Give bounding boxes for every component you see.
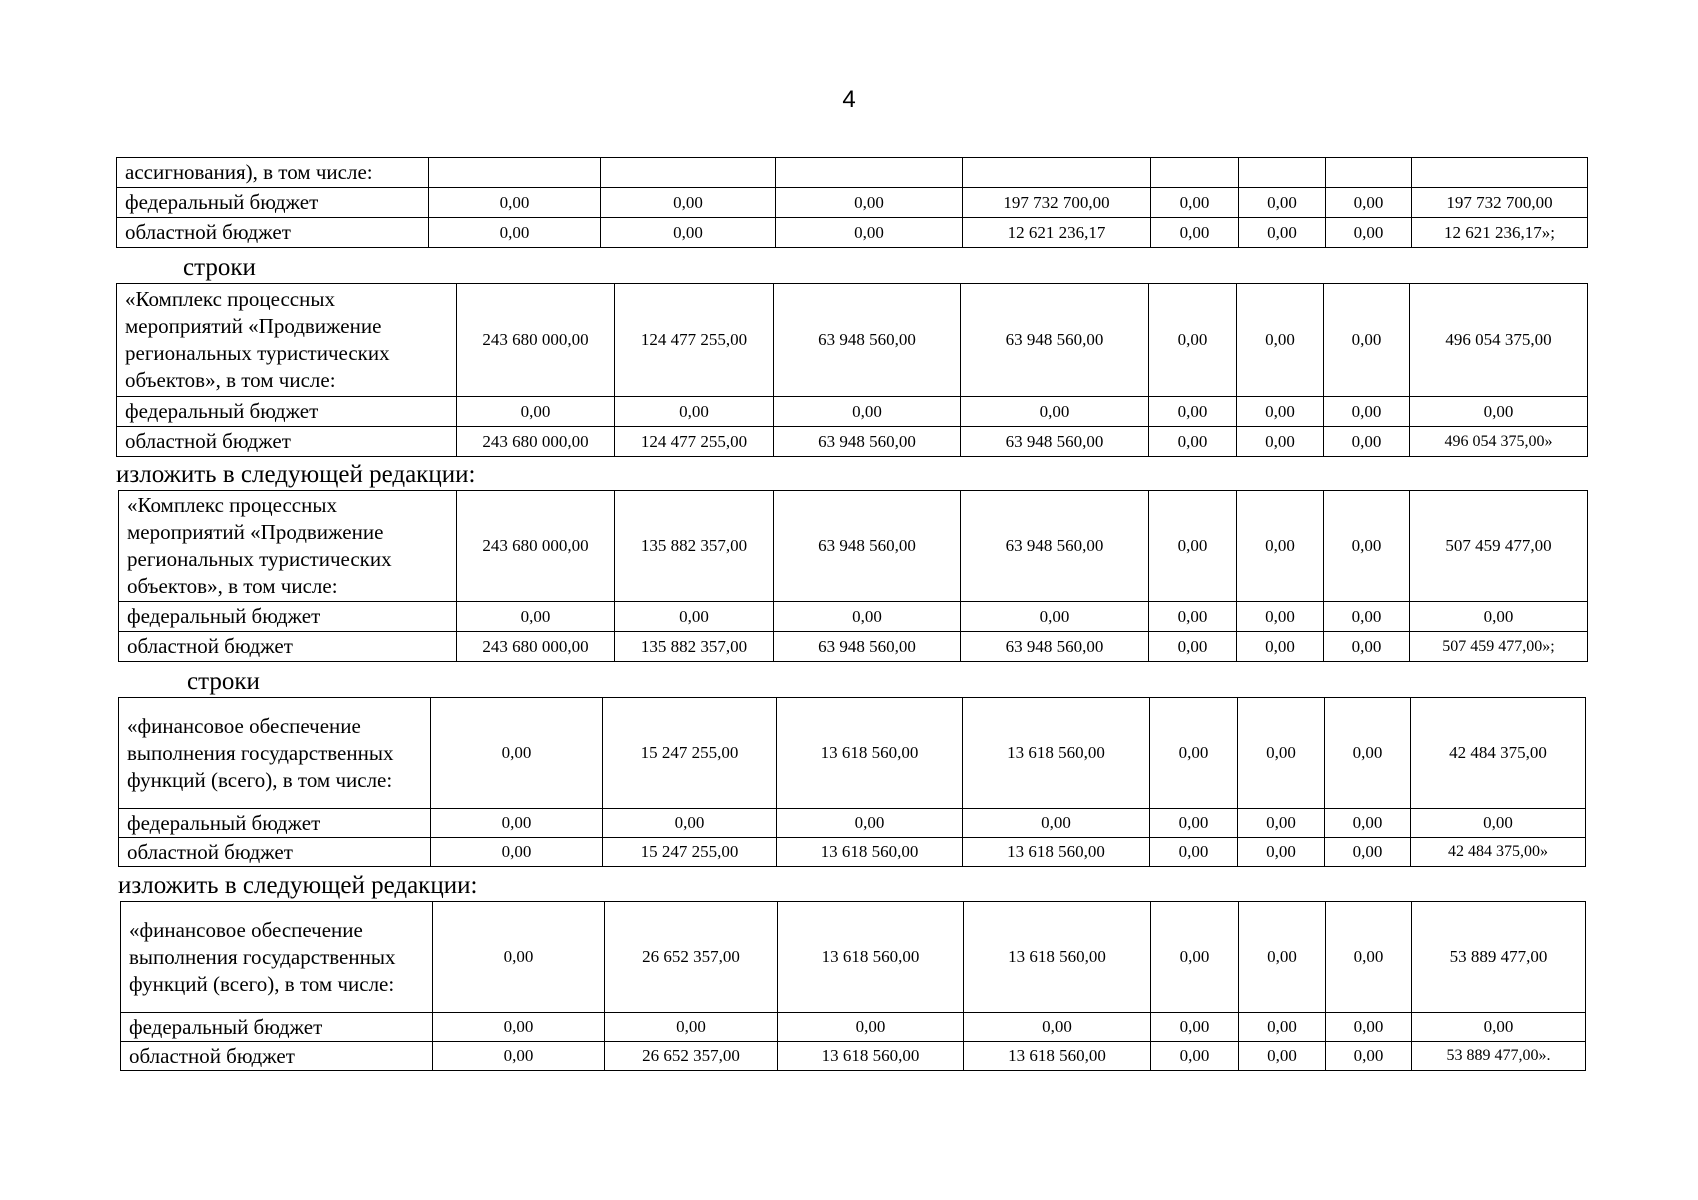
value-cell: 0,00 xyxy=(1237,491,1324,602)
value-cell xyxy=(1239,158,1326,188)
value-cell: 135 882 357,00 xyxy=(615,491,774,602)
value-cell: 0,00 xyxy=(1151,1042,1239,1071)
value-cell: 0,00 xyxy=(433,1042,605,1071)
value-cell: 243 680 000,00 xyxy=(457,491,615,602)
row-name: областной бюджет xyxy=(117,218,429,248)
value-cell: 0,00 xyxy=(778,1013,964,1042)
value-cell: 63 948 560,00 xyxy=(961,632,1149,662)
value-cell: 0,00 xyxy=(1239,902,1326,1013)
value-cell: 124 477 255,00 xyxy=(615,427,774,457)
value-cell: 0,00 xyxy=(1324,284,1410,397)
value-cell: 53 889 477,00». xyxy=(1412,1042,1586,1071)
value-cell: 63 948 560,00 xyxy=(961,427,1149,457)
value-cell: 0,00 xyxy=(1410,397,1588,427)
value-cell xyxy=(776,158,963,188)
value-cell: 13 618 560,00 xyxy=(778,1042,964,1071)
value-cell: 0,00 xyxy=(1326,1013,1412,1042)
value-cell: 13 618 560,00 xyxy=(963,838,1150,867)
value-cell: 0,00 xyxy=(429,218,601,248)
value-cell: 0,00 xyxy=(1325,809,1411,838)
value-cell: 0,00 xyxy=(1239,188,1326,218)
row-name: «финансовое обеспечение выполнения государственных функций (всего), в том числе: xyxy=(121,902,433,1013)
replace-instruction: изложить в следующей редакции: xyxy=(118,872,478,899)
row-name: «Комплекс процессных мероприятий «Продвижение региональных туристических объектов», в том числе: xyxy=(119,491,457,602)
budget-table-4 xyxy=(118,697,1586,867)
table-row xyxy=(119,602,1588,632)
value-cell: 0,00 xyxy=(429,188,601,218)
value-cell: 0,00 xyxy=(776,218,963,248)
value-cell: 42 484 375,00» xyxy=(1411,838,1586,867)
value-cell: 0,00 xyxy=(605,1013,778,1042)
replace-instruction: изложить в следующей редакции: xyxy=(116,461,476,488)
value-cell: 0,00 xyxy=(963,809,1150,838)
value-cell: 0,00 xyxy=(777,809,963,838)
value-cell: 13 618 560,00 xyxy=(777,838,963,867)
value-cell: 13 618 560,00 xyxy=(778,902,964,1013)
value-cell: 0,00 xyxy=(1239,218,1326,248)
value-cell: 0,00 xyxy=(774,397,961,427)
value-cell: 15 247 255,00 xyxy=(603,838,777,867)
value-cell: 63 948 560,00 xyxy=(774,427,961,457)
value-cell: 0,00 xyxy=(1151,902,1239,1013)
value-cell: 0,00 xyxy=(431,698,603,809)
value-cell: 63 948 560,00 xyxy=(961,284,1149,397)
table-row xyxy=(119,491,1588,602)
value-cell: 0,00 xyxy=(1325,698,1411,809)
row-name: федеральный бюджет xyxy=(121,1013,433,1042)
value-cell: 0,00 xyxy=(1239,1013,1326,1042)
value-cell: 0,00 xyxy=(1238,809,1325,838)
value-cell: 507 459 477,00 xyxy=(1410,491,1588,602)
row-name: областной бюджет xyxy=(117,427,457,457)
value-cell: 243 680 000,00 xyxy=(457,284,615,397)
value-cell: 0,00 xyxy=(431,809,603,838)
value-cell: 0,00 xyxy=(1324,427,1410,457)
value-cell: 0,00 xyxy=(1237,602,1324,632)
value-cell: 53 889 477,00 xyxy=(1412,902,1586,1013)
value-cell: 0,00 xyxy=(1326,902,1412,1013)
value-cell: 0,00 xyxy=(1150,838,1238,867)
value-cell: 0,00 xyxy=(431,838,603,867)
value-cell: 0,00 xyxy=(1149,427,1237,457)
value-cell xyxy=(601,158,776,188)
table-row xyxy=(121,1042,1586,1071)
value-cell: 135 882 357,00 xyxy=(615,632,774,662)
value-cell: 0,00 xyxy=(601,188,776,218)
table-row xyxy=(119,698,1586,809)
value-cell: 42 484 375,00 xyxy=(1411,698,1586,809)
value-cell: 0,00 xyxy=(1324,491,1410,602)
table-row xyxy=(119,632,1588,662)
value-cell: 0,00 xyxy=(1238,698,1325,809)
value-cell: 0,00 xyxy=(615,397,774,427)
value-cell xyxy=(429,158,601,188)
value-cell: 13 618 560,00 xyxy=(964,902,1151,1013)
value-cell: 0,00 xyxy=(1237,632,1324,662)
table-row xyxy=(121,902,1586,1013)
table-row xyxy=(117,158,1588,188)
table-row xyxy=(117,218,1588,248)
value-cell: 0,00 xyxy=(1238,838,1325,867)
value-cell: 0,00 xyxy=(433,902,605,1013)
value-cell: 0,00 xyxy=(1324,397,1410,427)
value-cell xyxy=(1326,158,1412,188)
row-name: ассигнования), в том числе: xyxy=(117,158,429,188)
budget-table-2 xyxy=(116,283,1588,457)
value-cell: 0,00 xyxy=(1324,602,1410,632)
value-cell: 12 621 236,17»; xyxy=(1412,218,1588,248)
value-cell: 124 477 255,00 xyxy=(615,284,774,397)
value-cell: 0,00 xyxy=(964,1013,1151,1042)
table-row xyxy=(119,838,1586,867)
row-name: областной бюджет xyxy=(119,632,457,662)
value-cell: 0,00 xyxy=(1237,397,1324,427)
value-cell: 63 948 560,00 xyxy=(774,632,961,662)
value-cell: 0,00 xyxy=(1151,218,1239,248)
value-cell: 0,00 xyxy=(457,602,615,632)
value-cell: 0,00 xyxy=(603,809,777,838)
value-cell: 0,00 xyxy=(1237,284,1324,397)
value-cell: 0,00 xyxy=(1325,838,1411,867)
value-cell: 63 948 560,00 xyxy=(774,491,961,602)
value-cell: 496 054 375,00 xyxy=(1410,284,1588,397)
value-cell: 0,00 xyxy=(1324,632,1410,662)
value-cell: 0,00 xyxy=(961,602,1149,632)
row-name: областной бюджет xyxy=(121,1042,433,1071)
value-cell: 0,00 xyxy=(776,188,963,218)
value-cell: 243 680 000,00 xyxy=(457,632,615,662)
value-cell: 0,00 xyxy=(601,218,776,248)
stroki-label: строки xyxy=(183,254,256,281)
budget-table-1 xyxy=(116,157,1588,248)
row-name: федеральный бюджет xyxy=(117,188,429,218)
budget-table-3 xyxy=(118,490,1588,662)
value-cell: 0,00 xyxy=(1151,1013,1239,1042)
value-cell: 0,00 xyxy=(457,397,615,427)
value-cell: 0,00 xyxy=(1237,427,1324,457)
value-cell: 507 459 477,00»; xyxy=(1410,632,1588,662)
value-cell: 0,00 xyxy=(1149,632,1237,662)
table-row xyxy=(117,427,1588,457)
row-name: «финансовое обеспечение выполнения государственных функций (всего), в том числе: xyxy=(119,698,431,809)
table-row xyxy=(119,809,1586,838)
value-cell: 13 618 560,00 xyxy=(963,698,1150,809)
value-cell: 243 680 000,00 xyxy=(457,427,615,457)
value-cell: 0,00 xyxy=(1150,698,1238,809)
budget-table-5 xyxy=(120,901,1586,1071)
value-cell: 0,00 xyxy=(1149,284,1237,397)
value-cell: 0,00 xyxy=(1326,218,1412,248)
value-cell: 0,00 xyxy=(1149,602,1237,632)
table-row xyxy=(117,188,1588,218)
value-cell: 63 948 560,00 xyxy=(774,284,961,397)
value-cell: 496 054 375,00» xyxy=(1410,427,1588,457)
row-name: «Комплекс процессных мероприятий «Продвижение региональных туристических объектов», в том числе: xyxy=(117,284,457,397)
value-cell: 15 247 255,00 xyxy=(603,698,777,809)
table-row xyxy=(117,397,1588,427)
value-cell: 0,00 xyxy=(774,602,961,632)
stroki-label: строки xyxy=(187,668,260,695)
value-cell: 13 618 560,00 xyxy=(777,698,963,809)
value-cell: 0,00 xyxy=(1410,602,1588,632)
value-cell: 13 618 560,00 xyxy=(964,1042,1151,1071)
value-cell: 26 652 357,00 xyxy=(605,1042,778,1071)
value-cell: 63 948 560,00 xyxy=(961,491,1149,602)
value-cell xyxy=(963,158,1151,188)
value-cell: 0,00 xyxy=(615,602,774,632)
value-cell: 0,00 xyxy=(1151,188,1239,218)
row-name: федеральный бюджет xyxy=(117,397,457,427)
row-name: федеральный бюджет xyxy=(119,809,431,838)
value-cell: 12 621 236,17 xyxy=(963,218,1151,248)
value-cell xyxy=(1151,158,1239,188)
value-cell: 0,00 xyxy=(433,1013,605,1042)
row-name: федеральный бюджет xyxy=(119,602,457,632)
value-cell: 0,00 xyxy=(1149,491,1237,602)
value-cell: 0,00 xyxy=(1239,1042,1326,1071)
row-name: областной бюджет xyxy=(119,838,431,867)
value-cell: 0,00 xyxy=(1326,188,1412,218)
value-cell: 197 732 700,00 xyxy=(1412,188,1588,218)
value-cell: 0,00 xyxy=(1412,1013,1586,1042)
value-cell: 0,00 xyxy=(961,397,1149,427)
value-cell: 0,00 xyxy=(1150,809,1238,838)
value-cell: 0,00 xyxy=(1326,1042,1412,1071)
value-cell: 0,00 xyxy=(1149,397,1237,427)
page-number: 4 xyxy=(842,86,856,113)
table-row xyxy=(121,1013,1586,1042)
table-row xyxy=(117,284,1588,397)
value-cell: 26 652 357,00 xyxy=(605,902,778,1013)
value-cell: 197 732 700,00 xyxy=(963,188,1151,218)
value-cell: 0,00 xyxy=(1411,809,1586,838)
value-cell xyxy=(1412,158,1588,188)
